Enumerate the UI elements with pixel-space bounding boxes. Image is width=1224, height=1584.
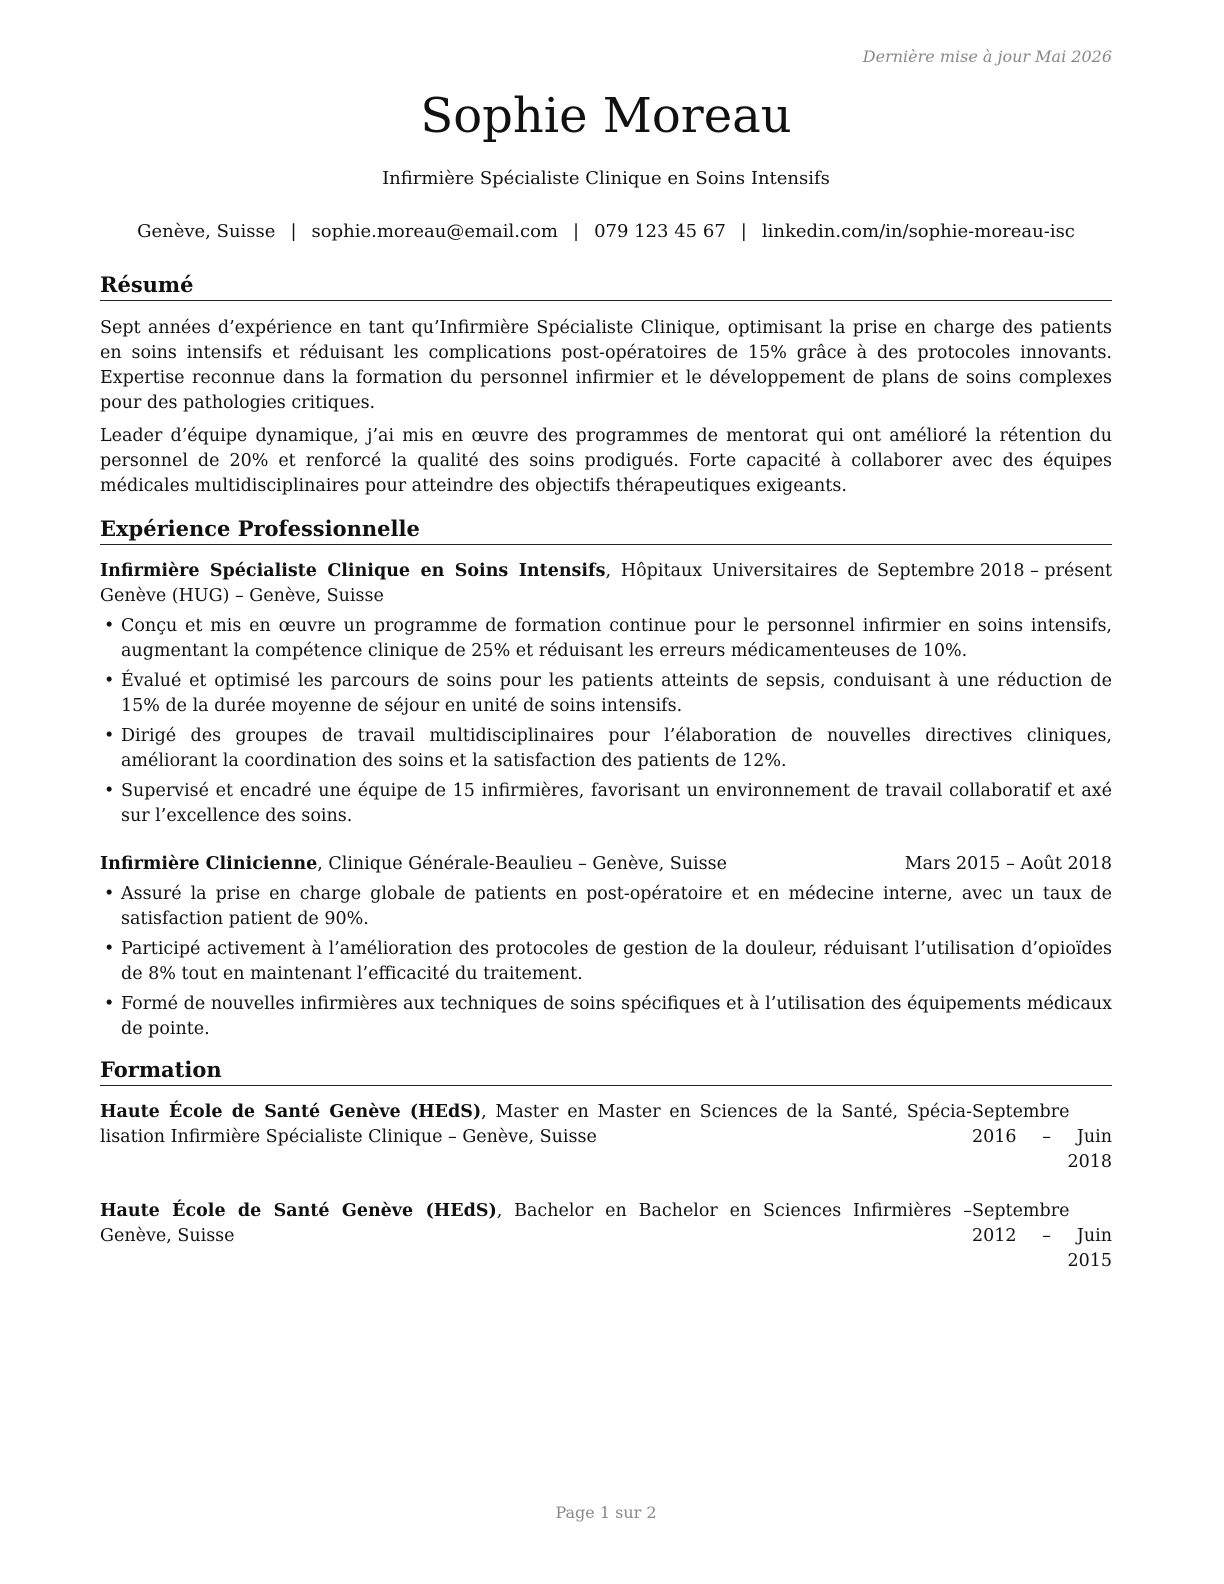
job-header [100, 852, 1112, 877]
bullet-icon: • [104, 994, 115, 1014]
contact-phone[interactable]: 079 123 45 67 [594, 221, 726, 242]
page-number: Page 1 sur 2 [555, 1503, 657, 1522]
education-details [100, 1199, 972, 1249]
bullet-icon: • [104, 939, 115, 959]
education-end-year: 2015 [1067, 1251, 1112, 1271]
job-org: , Clinique Générale-Beaulieu – Genève, Suisse [317, 854, 727, 874]
list-item [100, 669, 1112, 719]
bullet-text: Conçu et mis en œuvre un programme de formation continue pour le personnel infirmier en soins intensifs, augmentant la compétence clinique de 25% et réduisant les erreurs médicamenteuses de 10%. [121, 616, 1112, 661]
list-item [100, 937, 1112, 987]
list-item [100, 614, 1112, 664]
resume-page [100, 0, 1112, 1584]
education-degree: , Bachelor en Bachelor en Sciences Infirmières – Genève, Suisse [100, 1201, 973, 1246]
experience-section [100, 515, 1112, 1042]
separator: | [740, 221, 747, 242]
bullet-icon: • [104, 884, 115, 904]
bullet-text: Dirigé des groupes de travail multidisciplinaires pour l’élaboration de nouvelles directives cliniques, améliorant la coordination des soins et la satisfaction des patients de 12%. [121, 726, 1112, 771]
education-dates-line: Septembre 2012 – Juin [972, 1201, 1112, 1246]
bullet-text: Supervisé et encadré une équipe de 15 infirmières, favorisant un environnement de travail collaboratif et axé sur l’excellence des soins. [121, 781, 1112, 826]
bullet-text: Assuré la prise en charge globale de patients en post-opératoire et en médecine interne, avec un taux de satisfaction patient de 90%. [121, 884, 1112, 929]
bullet-icon: • [104, 726, 115, 746]
job-role: Infirmière Spécialiste Clinique en Soins Intensifs [100, 561, 606, 581]
education-details [100, 1100, 972, 1150]
bullet-icon: • [104, 671, 115, 691]
last-updated: Dernière mise à jour Mai 2026 [862, 47, 1112, 66]
education-entry [100, 1100, 1112, 1175]
bullet-icon: • [104, 616, 115, 636]
summary-paragraph: Leader d’équipe dynamique, j’ai mis en œuvre des programmes de mentorat qui ont amélioré la rétention du personnel de 20% et renforcé la qualité des soins prodigués. Forte capacité à collaborer avec des équipes médicales multidisciplinaires pour atteindre des objectifs thérapeutiques exigeants. [100, 426, 1112, 496]
job-dates: Septembre 2018 – présent [877, 561, 1112, 581]
job-header [100, 559, 1112, 609]
contact-email[interactable]: sophie.moreau@email.com [311, 221, 558, 242]
section-title-summary: Résumé [100, 271, 1112, 301]
job-entry [100, 559, 1112, 829]
summary-paragraph: Sept années d’expérience en tant qu’Infirmière Spécialiste Clinique, optimisant la prise en charge des patients en soins intensifs et réduisant les complications post-opératoires de 15% grâce à des protocoles innovants. Expertise reconnue dans la formation du personnel infirmier et le développement de plans de soins complexes pour des pathologies critiques. [100, 318, 1112, 413]
education-dates-line: Septembre 2016 – Juin [972, 1102, 1112, 1147]
job-bullets [100, 882, 1112, 1042]
job-org: , Hôpitaux Universitaires de Genève (HUG) – Genève, Suisse [100, 561, 869, 606]
separator: | [290, 221, 297, 242]
education-degree: , Master en Master en Sciences de la Santé, Spécialisation Infirmière Spécialiste Clinique – Genève, Suisse [100, 1102, 972, 1147]
summary-section [100, 271, 1112, 499]
education-entry [100, 1199, 1112, 1274]
contact-location: Genève, Suisse [137, 221, 276, 242]
education-end-year: 2018 [1067, 1152, 1112, 1172]
list-item [100, 882, 1112, 932]
education-dates [972, 1100, 1112, 1175]
education-section [100, 1056, 1112, 1274]
contact-linkedin[interactable]: linkedin.com/in/sophie-moreau-isc [761, 221, 1075, 242]
person-name: Sophie Moreau [420, 88, 792, 144]
job-role: Infirmière Clinicienne [100, 854, 318, 874]
headline: Infirmière Spécialiste Clinique en Soins Intensifs [382, 168, 830, 189]
contact-line [40, 219, 1172, 245]
bullet-text: Formé de nouvelles infirmières aux techniques de soins spécifiques et à l’utilisation des équipements médicaux de pointe. [121, 994, 1112, 1039]
section-title-education: Formation [100, 1056, 1112, 1086]
job-entry [100, 852, 1112, 1042]
separator: | [573, 221, 580, 242]
bullet-icon: • [104, 781, 115, 801]
education-school: Haute École de Santé Genève (HEdS) [100, 1201, 497, 1221]
list-item [100, 779, 1112, 829]
education-dates [972, 1199, 1112, 1274]
bullet-text: Participé activement à l’amélioration des protocoles de gestion de la douleur, réduisant l’utilisation d’opioïdes de 8% tout en maintenant l’efficacité du traitement. [121, 939, 1112, 984]
bullet-text: Évalué et optimisé les parcours de soins pour les patients atteints de sepsis, conduisant à une réduction de 15% de la durée moyenne de séjour en unité de soins intensifs. [121, 671, 1112, 716]
list-item [100, 724, 1112, 774]
list-item [100, 992, 1112, 1042]
job-dates: Mars 2015 – Août 2018 [904, 854, 1112, 874]
job-bullets [100, 614, 1112, 829]
section-title-experience: Expérience Professionnelle [100, 515, 1112, 545]
education-school: Haute École de Santé Genève (HEdS) [100, 1102, 482, 1122]
